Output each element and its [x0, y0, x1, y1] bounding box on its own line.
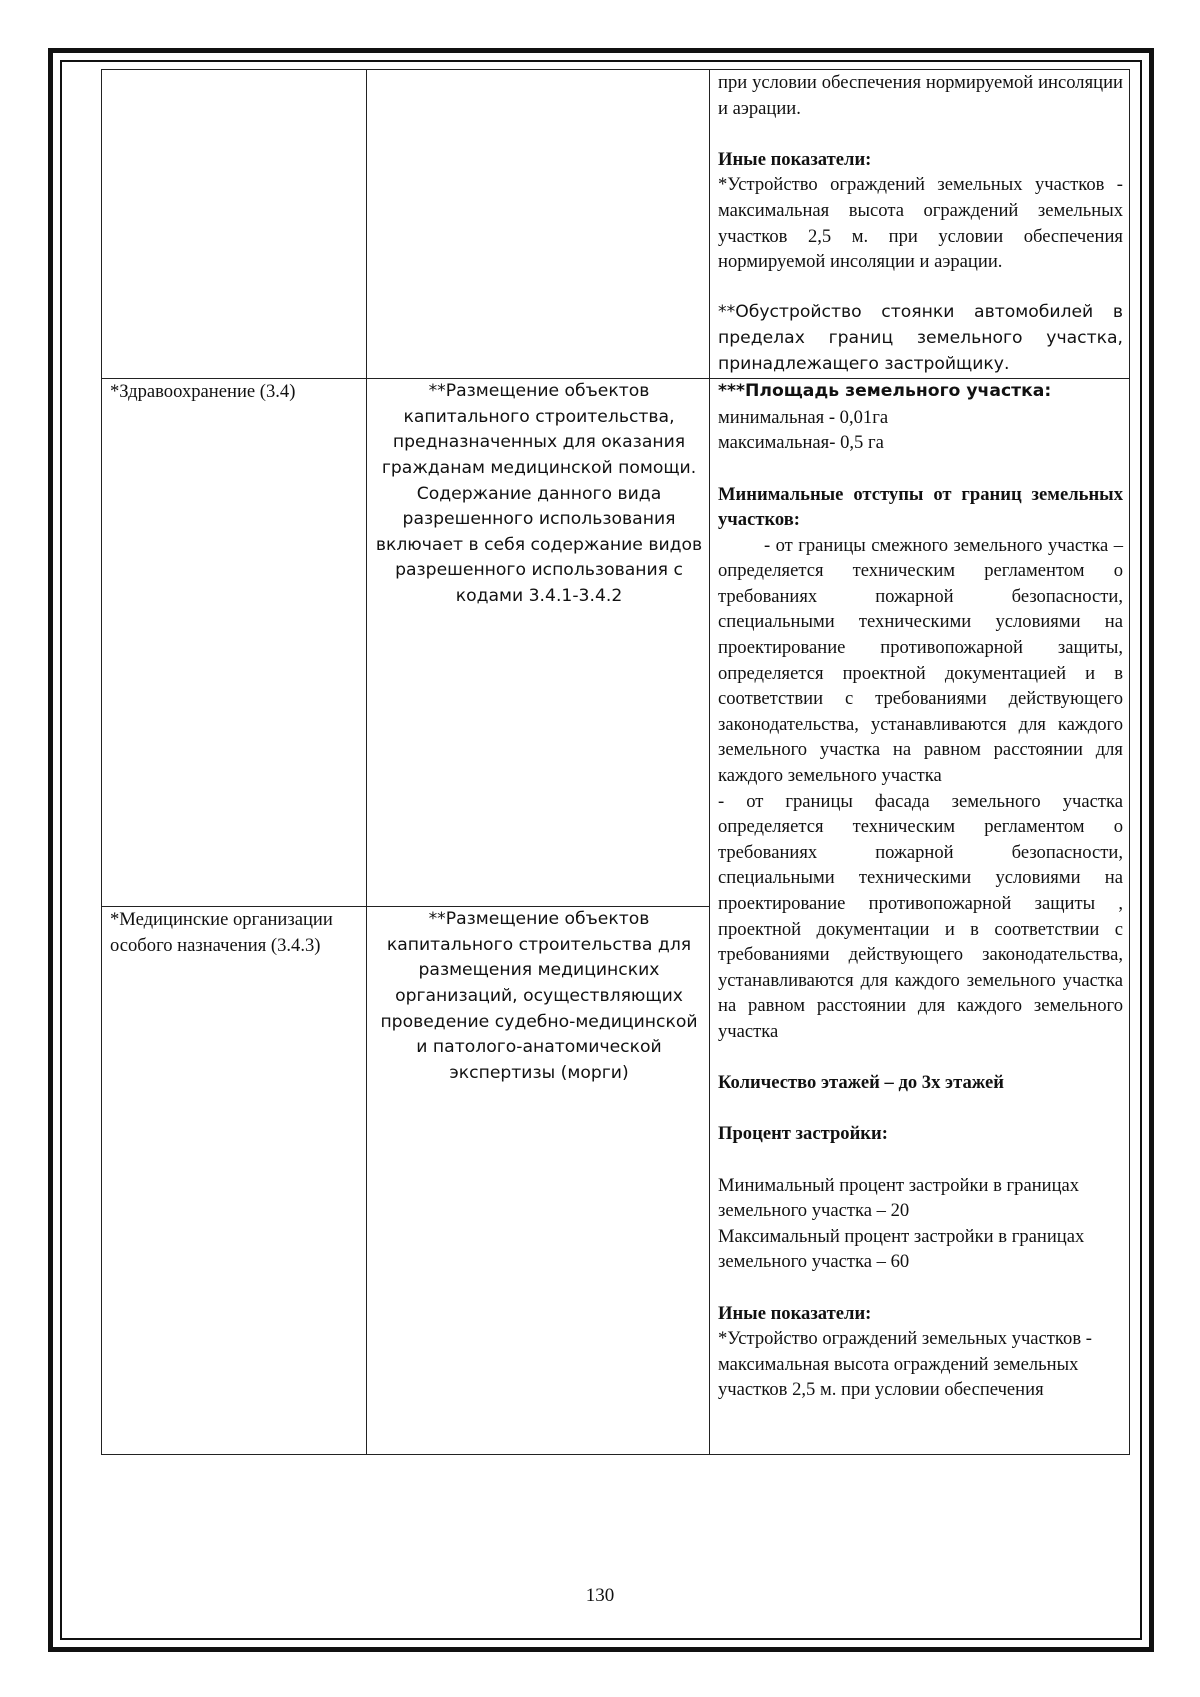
table-cell-use-type: *Здравоохранение (3.4)	[102, 379, 367, 907]
parameter-text: - от границы фасада земельного участка определяется техническим регламентом о требованиях пожарной безопасности, специальными техническими условиями на проектирование противопожарной защиты , проектной документации и в соответствии с требованиями действующего законодательства, устанавливаются для каждого земельного участка на равном расстоянии для каждого земельного участка	[718, 790, 1123, 1042]
parameter-text: Минимальный процент застройки в границах земельного участка – 20	[718, 1174, 1080, 1222]
table-cell-use-type	[102, 70, 367, 379]
parameter-text: *Устройство ограждений земельных участков - максимальная высота ограждений земельных участков 2,5 м. при условии обеспечения нормируемой инсоляции и аэрации.	[718, 174, 1123, 273]
parameter-text: при условии обеспечения нормируемой инсоляции и аэрации.	[718, 72, 1123, 119]
table-cell-description: **Размещение объектов капитального строительства, предназначенных для оказания гражданам медицинской помощи. Содержание данного вида разрешенного использования включает в себя содержание видов разрешенного использования с кодами 3.4.1-3.4.2	[367, 379, 710, 907]
parameter-heading: ***Площадь земельного участка:	[718, 381, 1052, 402]
table-cell-description	[367, 70, 710, 379]
parameter-text: минимальная - 0,01га	[718, 406, 889, 428]
parameter-heading: Иные показатели:	[718, 1302, 872, 1324]
parameter-heading: Иные показатели:	[718, 148, 872, 170]
table-cell-description: **Размещение объектов капитального строительства для размещения медицинских организаций, осуществляющих проведение судебно-медицинской и патолого-анатомической экспертизы (морги)	[367, 907, 710, 1455]
page-number: 130	[585, 1585, 615, 1606]
parameter-text: максимальная- 0,5 га	[718, 432, 884, 454]
table-cell-parameters	[710, 379, 1130, 1455]
parameter-heading: Процент застройки:	[718, 1123, 888, 1145]
parameter-heading: Минимальные отступы от границ земельных участков:	[718, 483, 1123, 531]
table-row	[102, 379, 1130, 907]
zoning-table	[101, 69, 1130, 1455]
parameter-heading: Количество этажей – до 3х этажей	[718, 1072, 1004, 1094]
table-row	[102, 70, 1130, 379]
table-cell-parameters	[710, 70, 1130, 379]
table-cell-use-type: *Медицинские организации особого назначения (3.4.3)	[102, 907, 367, 1455]
parameter-text: *Устройство ограждений земельных участков - максимальная высота ограждений земельных участков 2,5 м. при условии обеспечения	[718, 1328, 1092, 1401]
parameter-text: **Обустройство стоянки автомобилей в пределах границ земельного участка, принадлежащего застройщику.	[718, 302, 1123, 374]
parameter-text: Максимальный процент застройки в границах земельного участка – 60	[718, 1225, 1085, 1273]
parameter-text: - от границы смежного земельного участка – определяется техническим регламентом о требованиях пожарной безопасности, специальными техническими условиями на проектирование противопожарной защиты, определяется проектной документацией и в соответствии с требованиями действующего законодательства, устанавливаются для каждого земельного участка на равном расстоянии для каждого земельного участка	[718, 534, 1123, 787]
